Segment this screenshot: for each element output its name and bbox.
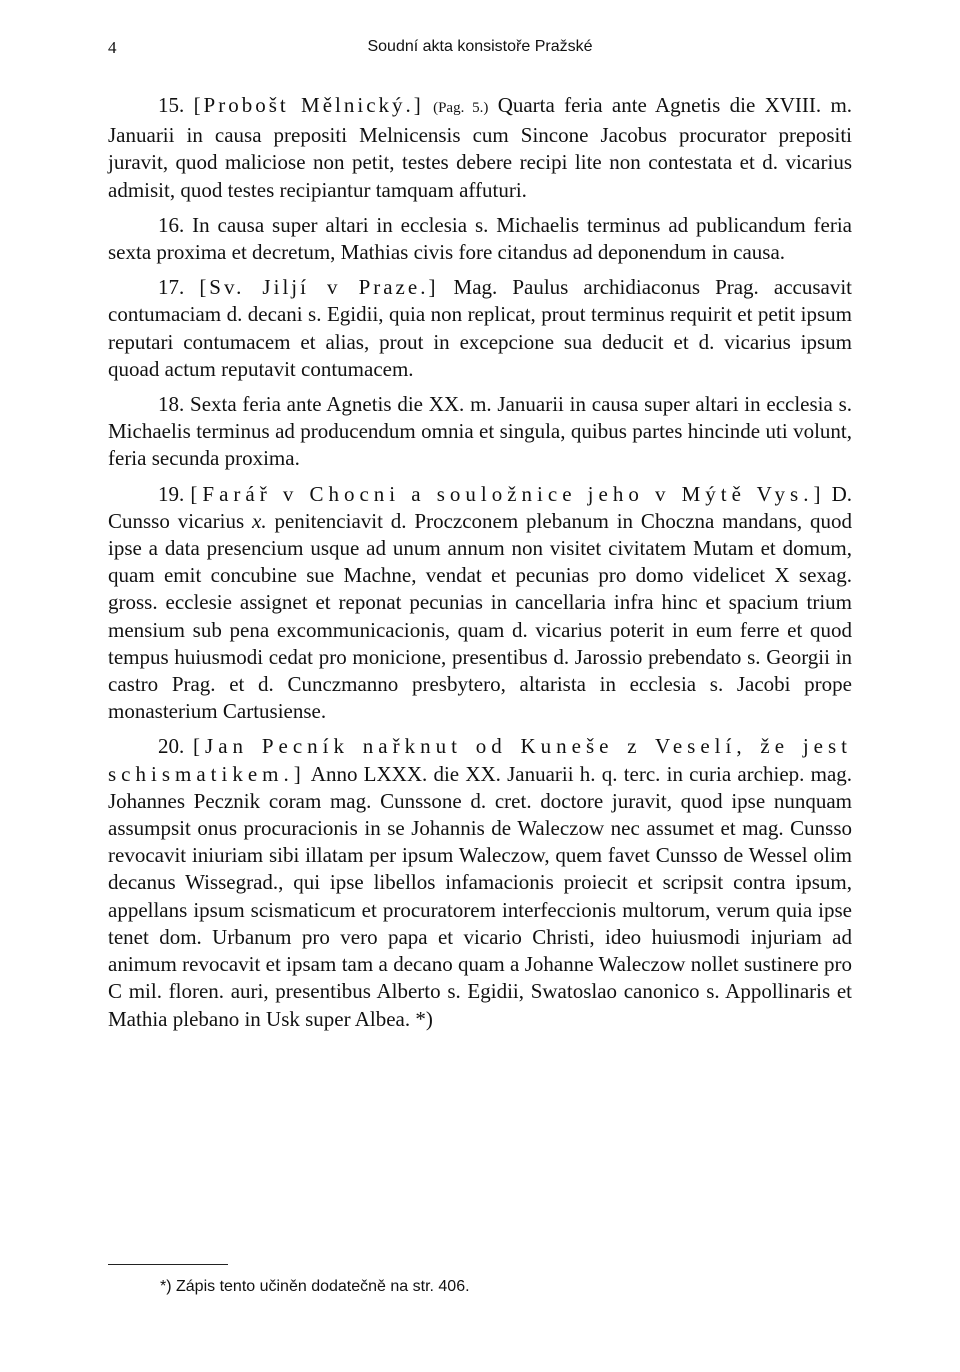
entry-19: [108, 481, 852, 726]
entry-15: [108, 92, 852, 204]
entry-number: 15.: [158, 93, 185, 117]
entry-17: [108, 274, 852, 383]
entry-heading: [Jan Pecník nařknut od Kuneše z Veselí, že jest schismatikem.]: [108, 734, 852, 786]
entry-number: 18.: [158, 392, 185, 417]
entry-text: In causa super altari in ecclesia s. Michaelis terminus ad publicandum feria sexta proxima et decretum, Mathias civis fore citandus ad deponendum in causa.: [108, 212, 853, 265]
entry-16: [108, 212, 852, 266]
entry-text: Sexta feria ante Agnetis die XX. m. Januarii in causa super altari in ecclesia s. Michaelis terminus ad producendum omnia et singula, quibus partes hincinde uti volunt, feria secunda proxima.: [108, 392, 853, 471]
entry-number: 20.: [158, 734, 185, 759]
entry-number: 17.: [158, 275, 185, 300]
document-body: [108, 92, 852, 1041]
entry-text-lead: D. Cunsso vicarius: [108, 481, 852, 533]
entry-20: [108, 733, 852, 1032]
entry-text: Quarta feria ante Agnetis die XVIII. m. Januarii in causa prepositi Melnicensis cum Sincone Jacobus procurator prepositi juravit, quod maliciose non petit, testes debere recipi lite non contestata et d. vicarius admisit, quod testes recipiantur tamquam affuturi.: [108, 93, 853, 202]
entry-18: [108, 391, 852, 473]
entry-heading: [Probošt Mělnický.]: [193, 93, 424, 117]
entry-text: Mag. Paulus archidiaconus Prag. accusavit contumaciam d. decani s. Egidii, quia non replicat, prout terminus requirit et petit ipsum reputari contumacem et alias, prout in excepcione sua deducit et d. vicarius ipsum quoad actum reputavit contumacem.: [108, 275, 852, 381]
footnote-divider: [108, 1264, 228, 1265]
footnote: *) Zápis tento učiněn dodatečně na str. 406.: [160, 1278, 470, 1295]
running-title: Soudní akta konsistoře Pražské: [367, 38, 593, 55]
entry-number: 16.: [158, 212, 185, 237]
page-header: [108, 38, 852, 62]
entry-heading: [Sv. Jiljí v Praze.]: [199, 275, 439, 300]
x-mark: x.: [252, 508, 267, 533]
entry-text: penitenciavit d. Proczconem plebanum in Choczna mandans, quod ipse a data presencium usque ad unum annum non visitet civitatem Mutam et domum, quam emit concubine sue Machne, vendat et pecunias pro domo videlicet X sexag. gross. ecclesie assignet et reponat pecunias in cancellaria infra hinc et spacium trium mensium sub pena excommunicacionis, quam d. vicarius poterit in eum ferre et quod tempus huiusmodi cedat pro monicione, presentibus d. Jarossio prebendato s. Georgii in castro Prag. et d. Cunczmanno presbytero, altarista in ecclesia s. Jacobi prope monasterium Cartusiense.: [108, 508, 852, 724]
entry-text: Anno LXXX. die XX. Januarii h. q. terc. in curia archiep. mag. Johannes Pecznik coram mag. Cunssone d. cret. doctore juravit, quod ipse nunquam assumpsit onus procuracionis in se Johannis de Waleczow nec assumet et mag. Cunsso revocavit iniuriam sibi illatam per ipsum Waleczow, quem favet Cunsso de Wessel olim decanus Wissegrad., qui ipse libellos infamacionis proiecit et scripsit contra ipsum, appellans ipsum scismaticum et procuratorem interfeccionis multorum, verum quia ipse tenet dom. Urbanum pro vero papa et vicario Christi, ideo huiusmodi injuriam ad animum revocavit et ipsam tam a decano quam a Johanne Waleczow nollet sustinere pro C mil. floren. auri, presentibus Alberto s. Egidii, Swatoslao canonico s. Appollinaris et Mathia plebano in Usk super Albea. *): [108, 761, 853, 1031]
entry-heading: [Farář v Chocni a souložnice jeho v Mýtě Vys.]: [190, 481, 826, 506]
page-number: 4: [108, 38, 117, 57]
page-reference: (Pag. 5.): [433, 100, 489, 116]
entry-number: 19.: [158, 481, 185, 506]
